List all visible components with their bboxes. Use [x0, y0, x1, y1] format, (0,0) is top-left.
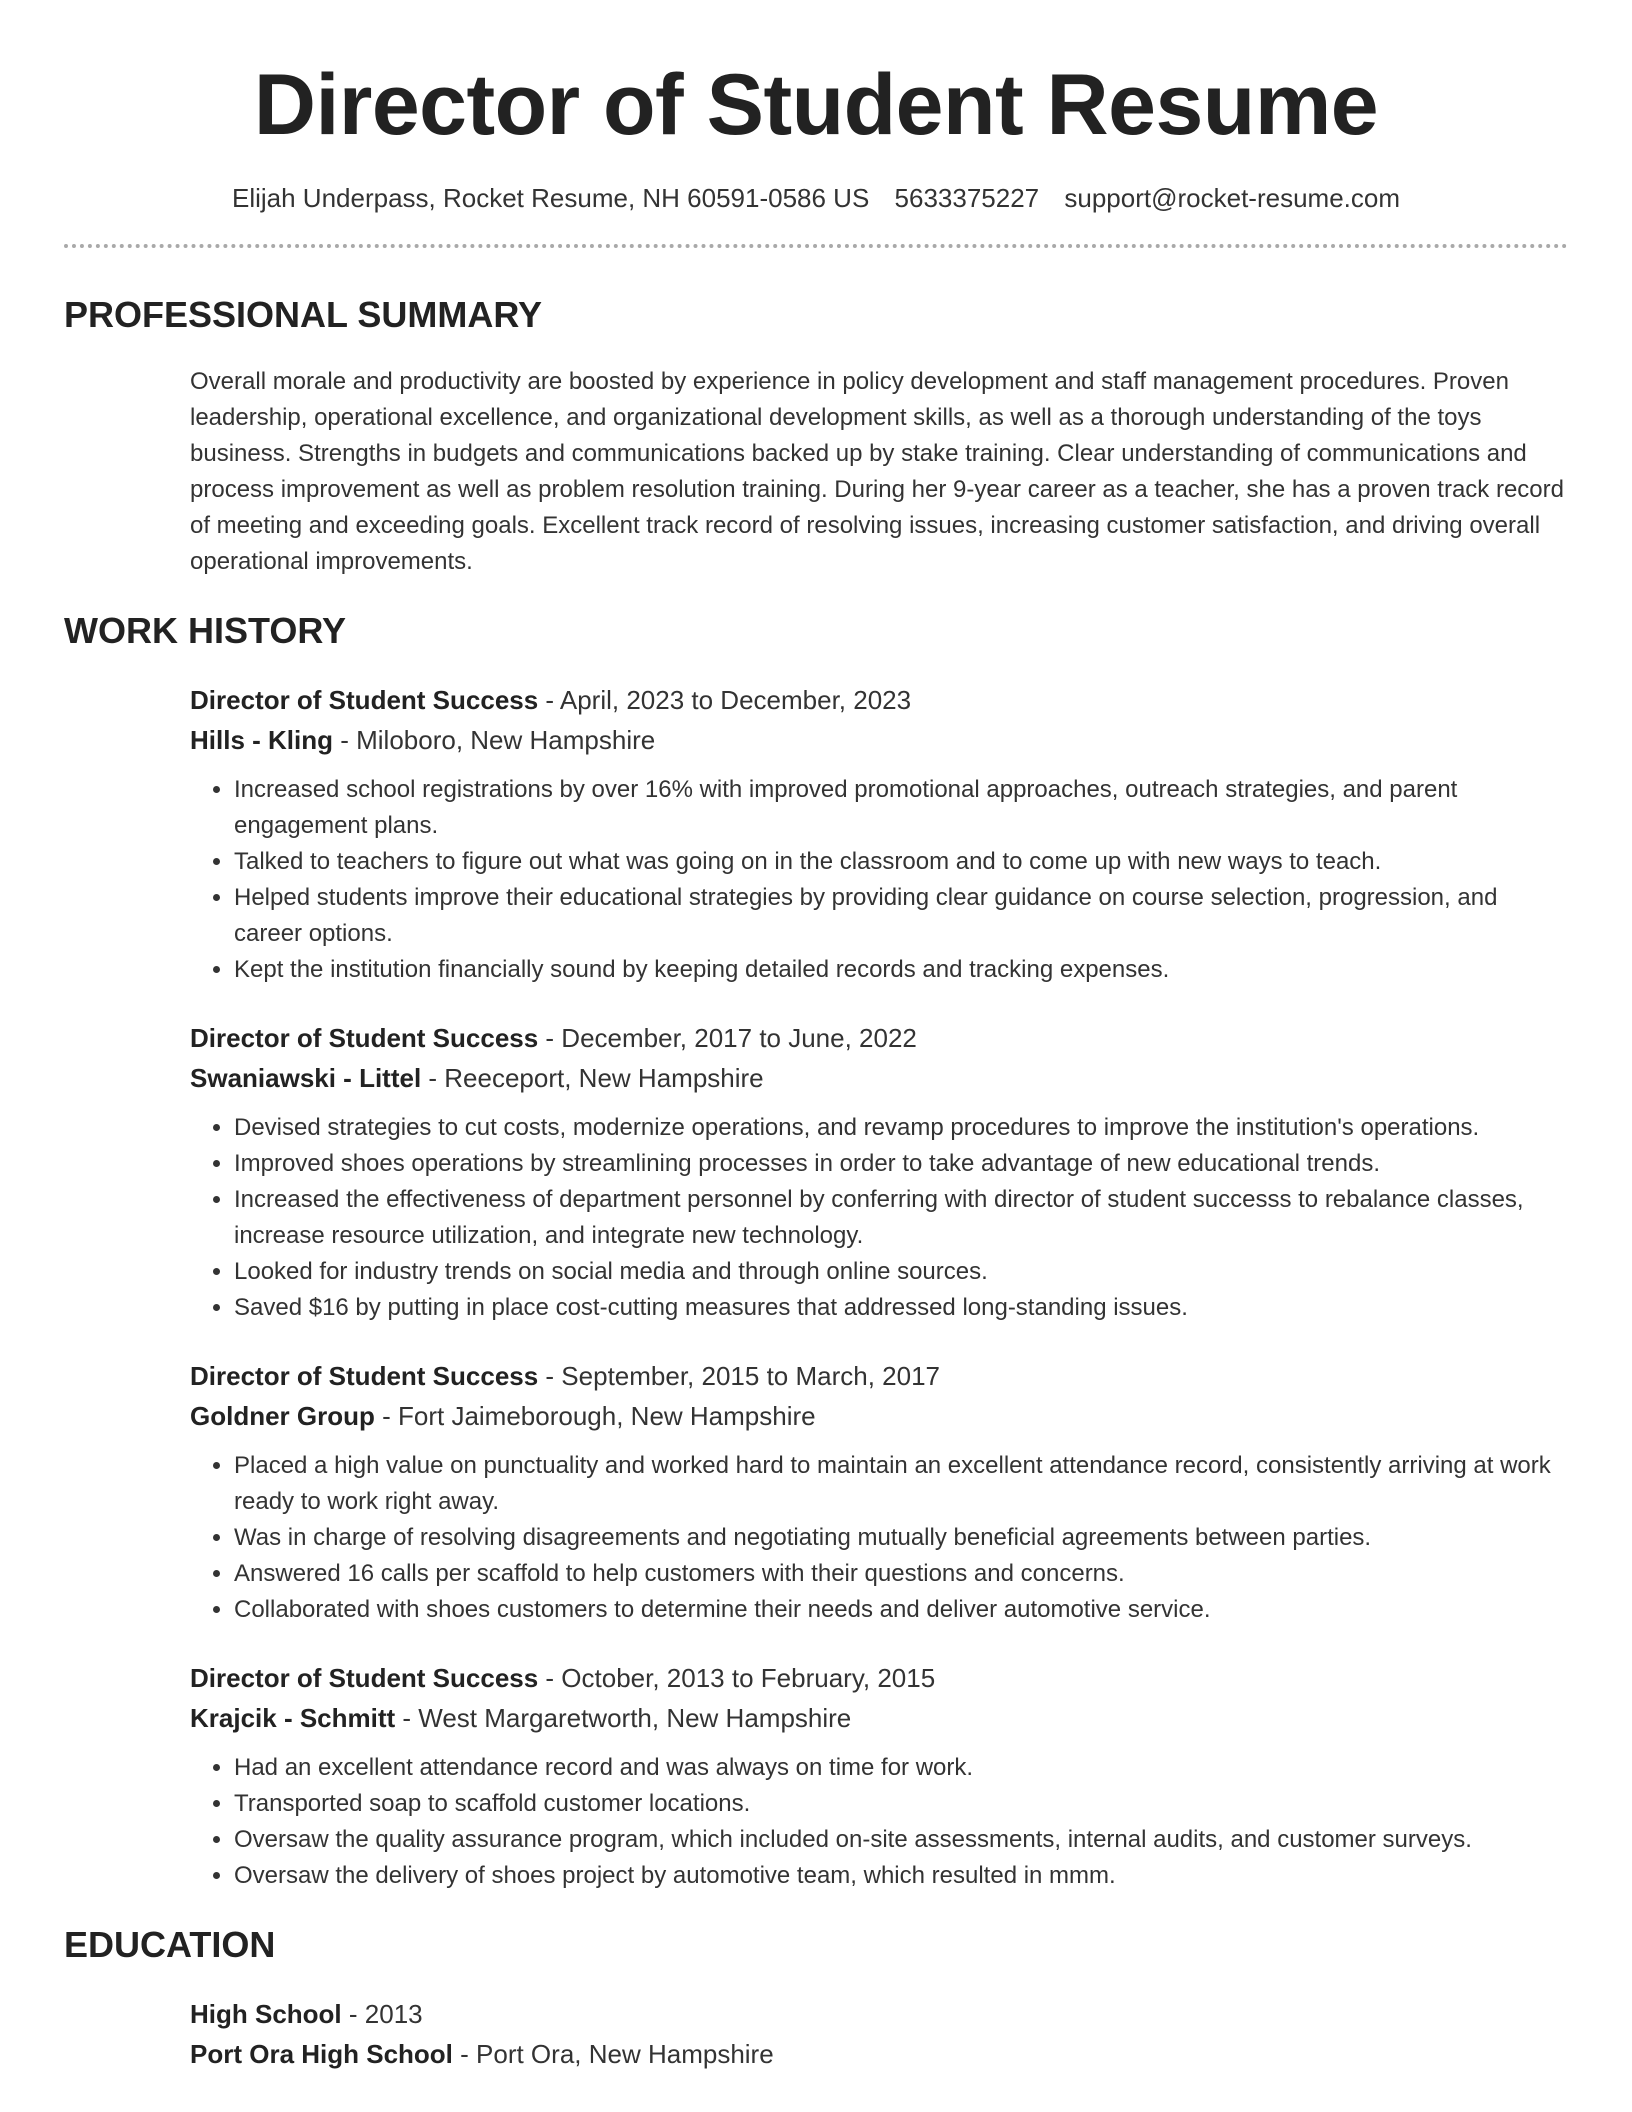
- education-degree: High School: [190, 1998, 342, 2029]
- section-heading-summary: PROFESSIONAL SUMMARY: [64, 293, 543, 335]
- job-bullet: • Helped students improve their educational strategies by providing clear guidance on course selection, progression, and career options.: [234, 880, 1568, 952]
- education-entry: [190, 1994, 1568, 2074]
- job-title-line: [190, 1356, 1568, 1396]
- section-heading-education: EDUCATION: [64, 1923, 276, 1965]
- job-bullet: • Collaborated with shoes customers to determine their needs and deliver automotive service.: [234, 1592, 1568, 1628]
- job-bullets: [190, 1750, 1568, 1894]
- job-bullet: • Kept the institution financially sound by keeping detailed records and tracking expenses.: [234, 952, 1568, 988]
- job-bullet: • Had an excellent attendance record and was always on time for work.: [234, 1750, 1568, 1786]
- education-year: - 2013: [341, 1998, 423, 2029]
- header-divider: [64, 244, 1568, 248]
- job-list: [190, 680, 1568, 1894]
- job-bullet: • Saved $16 by putting in place cost-cutting measures that addressed long-standing issues.: [234, 1290, 1568, 1326]
- job-company-line: [190, 1396, 1568, 1436]
- job-company: Goldner Group: [190, 1400, 375, 1431]
- job-title-line: [190, 1018, 1568, 1058]
- job-title: Director of Student Success: [190, 1360, 539, 1391]
- professional-summary-section: [64, 294, 1568, 580]
- contact-line: [64, 183, 1568, 214]
- job-bullet: • Oversaw the delivery of shoes project by automotive team, which resulted in mmm.: [234, 1858, 1568, 1894]
- job-dates: - December, 2017 to June, 2022: [538, 1022, 917, 1053]
- contact-email: support@rocket-resume.com: [1064, 182, 1401, 213]
- job-bullet: • Improved shoes operations by streamlining processes in order to take advantage of new educational trends.: [234, 1146, 1568, 1182]
- job-dates: - April, 2023 to December, 2023: [538, 684, 912, 715]
- job-title: Director of Student Success: [190, 1022, 539, 1053]
- job-company-line: [190, 720, 1568, 760]
- job-bullets: [190, 772, 1568, 988]
- resume-title: Director of Student Resume: [253, 57, 1379, 153]
- summary-text: Overall morale and productivity are boosted by experience in policy development and staff management procedures. Proven leadership, operational excellence, and organizational development skills, as well as a thorough understanding of the toys business. Strengths in budgets and communications backed up by stake training. Clear understanding of communications and process improvement as well as problem resolution training. During her 9-year career as a teacher, she has a proven track record of meeting and exceeding goals. Excellent track record of resolving issues, increasing customer satisfaction, and driving overall operational improvements.: [190, 367, 1564, 575]
- job-title-line: [190, 1658, 1568, 1698]
- education-location: - Port Ora, New Hampshire: [452, 2038, 774, 2069]
- job-entry: [190, 1356, 1568, 1628]
- resume-page: [64, 0, 1568, 2074]
- job-bullet: • Answered 16 calls per scaffold to help customers with their questions and concerns.: [234, 1556, 1568, 1592]
- job-entry: [190, 1018, 1568, 1326]
- job-location: - Miloboro, New Hampshire: [333, 724, 656, 755]
- job-bullets: [190, 1110, 1568, 1326]
- job-company: Krajcik - Schmitt: [190, 1702, 396, 1733]
- job-bullet: • Transported soap to scaffold customer locations.: [234, 1786, 1568, 1822]
- job-bullet: • Increased school registrations by over 16% with improved promotional approaches, outreach strategies, and parent engagement plans.: [234, 772, 1568, 844]
- education-degree-line: [190, 1994, 1568, 2034]
- job-title: Director of Student Success: [190, 1662, 539, 1693]
- job-bullets: [190, 1448, 1568, 1628]
- job-company-line: [190, 1698, 1568, 1738]
- job-bullet: • Placed a high value on punctuality and worked hard to maintain an excellent attendance record, consistently arriving at work ready to work right away.: [234, 1448, 1568, 1520]
- contact-phone: 5633375227: [894, 182, 1040, 213]
- education-school: Port Ora High School: [190, 2038, 453, 2069]
- job-company-line: [190, 1058, 1568, 1098]
- job-company: Hills - Kling: [190, 724, 333, 755]
- job-bullet: • Talked to teachers to figure out what was going on in the classroom and to come up with new ways to teach.: [234, 844, 1568, 880]
- education-school-line: [190, 2034, 1568, 2074]
- job-bullet: • Increased the effectiveness of department personnel by conferring with director of student successs to rebalance classes, increase resource utilization, and integrate new technology.: [234, 1182, 1568, 1254]
- work-history-section: [64, 610, 1568, 1894]
- job-bullet: • Looked for industry trends on social media and through online sources.: [234, 1254, 1568, 1290]
- job-bullet: • Was in charge of resolving disagreements and negotiating mutually beneficial agreements between parties.: [234, 1520, 1568, 1556]
- section-heading-work: WORK HISTORY: [64, 609, 347, 651]
- job-title-line: [190, 680, 1568, 720]
- job-entry: [190, 1658, 1568, 1894]
- job-entry: [190, 680, 1568, 988]
- job-bullet: • Devised strategies to cut costs, modernize operations, and revamp procedures to improve the institution's operations.: [234, 1110, 1568, 1146]
- job-location: - Reeceport, New Hampshire: [421, 1062, 764, 1093]
- job-location: - West Margaretworth, New Hampshire: [395, 1702, 852, 1733]
- job-dates: - October, 2013 to February, 2015: [538, 1662, 936, 1693]
- job-company: Swaniawski - Littel: [190, 1062, 422, 1093]
- job-bullet: • Oversaw the quality assurance program, which included on-site assessments, internal audits, and customer surveys.: [234, 1822, 1568, 1858]
- job-title: Director of Student Success: [190, 684, 539, 715]
- job-location: - Fort Jaimeborough, New Hampshire: [374, 1400, 816, 1431]
- job-dates: - September, 2015 to March, 2017: [538, 1360, 940, 1391]
- contact-address: Elijah Underpass, Rocket Resume, NH 60591-0586 US: [231, 182, 870, 213]
- education-section: [64, 1924, 1568, 2074]
